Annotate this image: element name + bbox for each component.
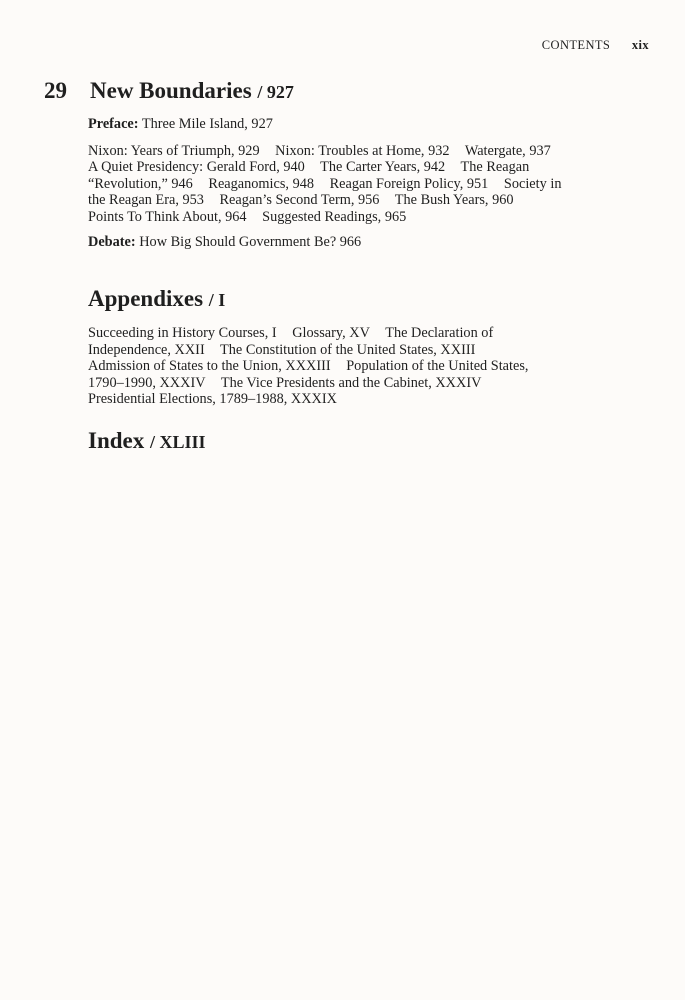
appendix-item: Admission of States to the Union, XXXIII xyxy=(88,358,331,374)
appendix-item: The Declaration of Independence, XXII xyxy=(88,325,494,358)
running-header xyxy=(542,38,649,53)
chapter-topics xyxy=(88,143,564,226)
preface-text: Three Mile Island, 927 xyxy=(141,116,273,132)
appendix-item: The Vice Presidents and the Cabinet, XXXIV xyxy=(220,374,482,391)
topic-item: The Bush Years, 960 xyxy=(394,192,514,208)
chapter-heading xyxy=(44,76,564,107)
appendixes-title: Appendixes xyxy=(88,286,204,311)
appendixes-page: / I xyxy=(208,290,226,310)
appendix-item: Presidential Elections, 1789–1988, XXXIX xyxy=(88,391,337,407)
topic-item: Nixon: Years of Triumph, 929 xyxy=(88,142,260,159)
appendixes-entry xyxy=(88,284,548,408)
appendixes-heading xyxy=(88,284,548,315)
chapter-entry xyxy=(44,76,564,251)
header-section-title: CONTENTS xyxy=(541,38,611,52)
appendix-items xyxy=(88,325,548,408)
appendix-item: Succeeding in History Courses, I xyxy=(88,325,277,341)
topic-item: A Quiet Presidency: Gerald Ford, 940 xyxy=(88,159,305,175)
preface-line xyxy=(88,116,564,133)
chapter-page: / 927 xyxy=(257,82,294,102)
topic-item: Points To Think About, 964 xyxy=(88,208,247,225)
index-title: Index xyxy=(88,428,145,453)
topic-item: Reagan Foreign Policy, 951 xyxy=(329,175,489,192)
topic-item: The Reagan “Revolution,” 946 xyxy=(88,159,530,192)
debate-label: Debate: xyxy=(88,234,136,250)
topic-item: Society in the Reagan Era, 953 xyxy=(88,175,562,208)
index-entry xyxy=(88,426,548,457)
debate-line xyxy=(88,234,564,251)
topic-item: Nixon: Troubles at Home, 932 xyxy=(275,142,450,159)
index-heading xyxy=(88,426,548,457)
topic-item: Reagan’s Second Term, 956 xyxy=(219,192,380,208)
chapter-number: 29 xyxy=(44,78,67,103)
appendix-item: Population of the United States, 1790–1990, XXXIV xyxy=(88,358,529,391)
appendix-item: The Constitution of the United States, XXIII xyxy=(220,341,476,358)
index-page: / XLIII xyxy=(150,432,206,452)
topic-item: The Carter Years, 942 xyxy=(320,159,446,175)
topic-item: Reaganomics, 948 xyxy=(208,175,315,192)
topic-item: Watergate, 937 xyxy=(464,142,551,159)
appendix-item: Glossary, XV xyxy=(292,325,370,341)
chapter-title: New Boundaries xyxy=(90,78,252,103)
header-page-number: xix xyxy=(631,38,649,52)
debate-text: How Big Should Government Be? 966 xyxy=(139,234,362,250)
preface-label: Preface: xyxy=(88,116,139,132)
topic-item: Suggested Readings, 965 xyxy=(262,208,407,225)
